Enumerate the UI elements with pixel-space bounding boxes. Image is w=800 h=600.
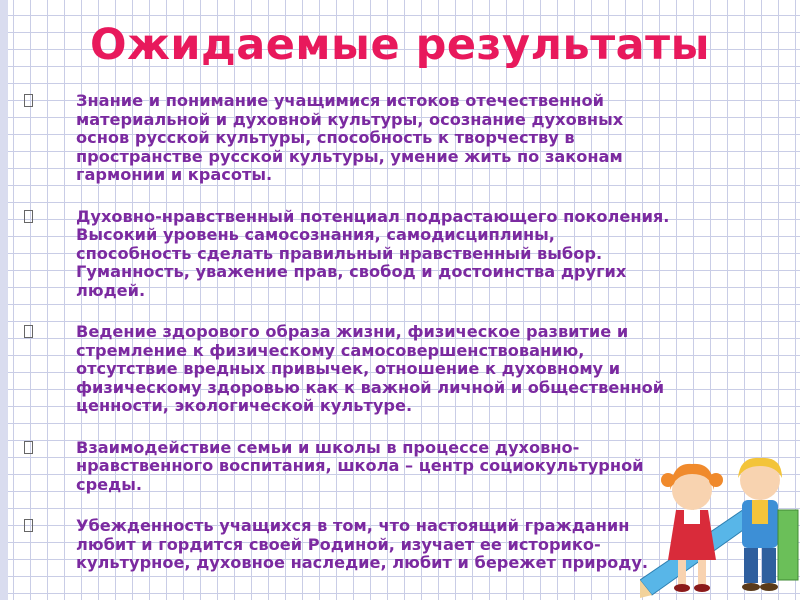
list-item-text: Духовно-нравственный потенциал подрастающего поколения. Высокий уровень самосознания, самодисциплины, способность сделать правильный нравственный выбор. Гуманность, уважение прав, свобод и достоинства других людей. — [76, 206, 670, 300]
bullet-icon — [24, 439, 76, 458]
slide-title: Ожидаемые результаты — [90, 20, 710, 70]
bullet-icon — [24, 517, 76, 536]
list-item — [24, 92, 674, 185]
list-item — [24, 208, 674, 301]
results-list — [24, 92, 674, 596]
list-item — [24, 517, 674, 573]
list-item-text: Взаимодействие семьи и школы в процессе духовно-нравственного воспитания, школа – центр социокультурной среды. — [76, 437, 644, 494]
list-item-text: Знание и понимание учащимися истоков отечественной материальной и духовной культуры, осознание духовных основ русской культуры, способность к творчеству в пространстве русской культуры, умение жить по законам гармонии и красоты. — [76, 91, 624, 184]
bullet-icon — [24, 323, 76, 342]
list-item-text: Убежденность учащихся в том, что настоящий гражданин любит и гордится своей Родиной, изучает ее историко-культурное, духовное наследие, любит и бережет природу. — [76, 516, 649, 572]
left-border — [0, 0, 8, 600]
bullet-icon — [24, 92, 76, 111]
list-item — [24, 323, 674, 416]
bullet-icon — [24, 208, 76, 227]
list-item-text: Ведение здорового образа жизни, физическое развитие и стремление к физическому самосовершенствованию, отсутствие вредных привычек, отношение к духовному и физическому здоровью как к важной личной и общественной ценности, экологической культуре. — [76, 322, 665, 415]
list-item — [24, 439, 674, 495]
children-illustration — [640, 450, 800, 600]
